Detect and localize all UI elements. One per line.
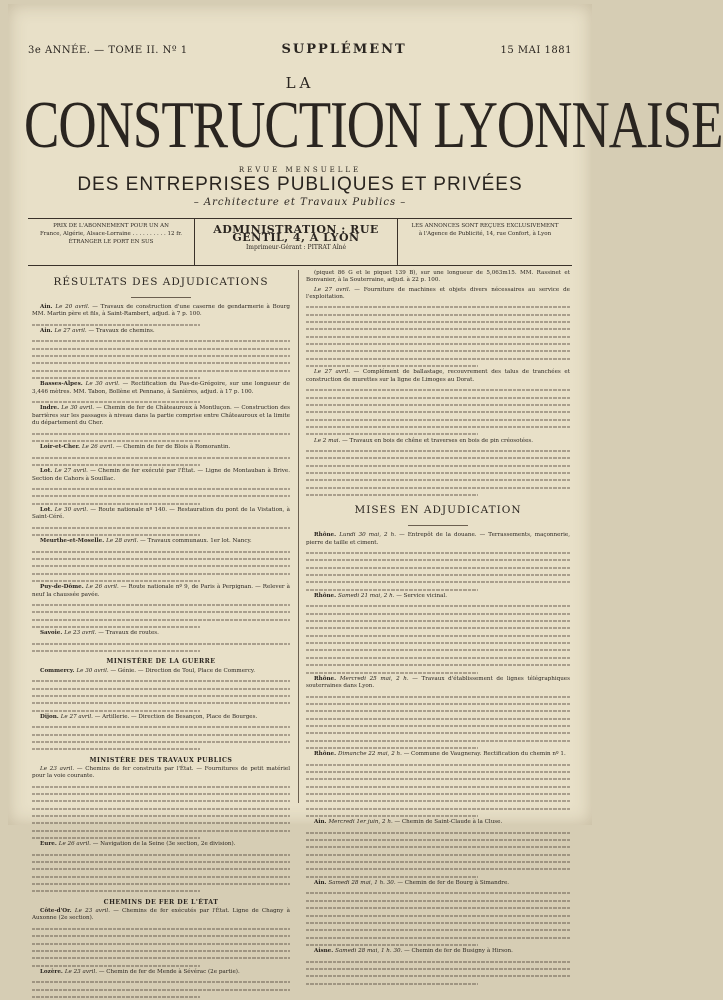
text-line-placeholder [32, 865, 290, 872]
text-line-placeholder [306, 347, 570, 354]
entry-paragraph [306, 438, 570, 445]
text-line-placeholder [32, 570, 290, 577]
entry-paragraph [32, 405, 290, 427]
entry-lead: Ain. [314, 819, 329, 826]
entry-lead: Rhône. [314, 532, 340, 539]
text-line-placeholder [32, 962, 290, 969]
entry-paragraph [32, 538, 290, 545]
text-line-placeholder [32, 374, 290, 381]
text-line-placeholder [306, 858, 570, 865]
text-line-placeholder [306, 416, 570, 423]
text-line-placeholder [306, 639, 570, 646]
text-line-placeholder [32, 577, 290, 584]
entry-date: Le 27 avril. [60, 713, 95, 720]
masthead-tagline: – Architecture et Travaux Publics – [193, 197, 407, 208]
text-line-placeholder [32, 880, 290, 887]
text-line-placeholder [306, 912, 570, 919]
text-line-placeholder [32, 623, 290, 630]
text-line-placeholder [32, 345, 290, 352]
entry-text: — Travaux de routes. [98, 630, 159, 637]
entry-lead: Commercy. [40, 667, 77, 674]
entry-lead: Meurthe-et-Moselle. [40, 538, 107, 545]
entry-text: — Chemins de fer exécutés par l'État. Ligne de Chagny à Auxonne (2e section). [32, 908, 290, 922]
subscription-price: France, Algérie, Alsace-Lorraine . . . . . . . . . . 12 fr. [39, 231, 183, 237]
entry-text: — Commune de Vaugneray. Rectification du chemin nº 1. [403, 751, 566, 758]
text-line-placeholder [306, 571, 570, 578]
entry-date: Lundi 30 mai, 2 h. [339, 532, 400, 539]
entry-lead: Savoie. [40, 630, 65, 637]
text-line-placeholder [32, 887, 290, 894]
text-line-placeholder [32, 932, 290, 939]
text-line-placeholder [32, 492, 290, 499]
text-line-placeholder [32, 797, 290, 804]
text-line-placeholder [32, 461, 290, 468]
text-line-placeholder [32, 555, 290, 562]
text-line-placeholder [306, 610, 570, 617]
text-line-placeholder [306, 646, 570, 653]
text-line-placeholder [32, 524, 290, 531]
text-line-placeholder [306, 669, 570, 676]
text-line-placeholder [306, 958, 570, 965]
entry-paragraph [32, 908, 290, 923]
auction-entries [306, 532, 570, 987]
masthead-article: LA [285, 74, 315, 92]
text-line-placeholder [306, 934, 570, 941]
text-line-placeholder [32, 437, 290, 444]
text-line-placeholder [32, 500, 290, 507]
entry-lead: Basses-Alpes. [40, 381, 86, 388]
text-line-placeholder [306, 564, 570, 571]
entry-text: — Chemin de fer de Châteauroux à Montluçon. — Construction des barrières sur les passages à niveau dans la partie comprise entre Châteauroux et la limite du département du Cher. [32, 405, 290, 427]
entry-date: Le 2 mai. [314, 437, 343, 444]
entry-date: Le 26 avril. [85, 584, 121, 591]
entry-date: Le 23 avril. [64, 968, 99, 975]
text-line-placeholder [306, 744, 570, 751]
text-line-placeholder [32, 827, 290, 834]
text-line-placeholder [32, 805, 290, 812]
entry-date: Mercredi 25 mai, 2 h. [339, 675, 413, 682]
entry-date: Samedi 21 mai, 2 h. [337, 593, 397, 600]
entry-paragraph [306, 593, 570, 600]
text-line-placeholder [306, 941, 570, 948]
text-line-placeholder [32, 677, 290, 684]
text-line-placeholder [306, 805, 570, 812]
text-line-placeholder [306, 965, 570, 972]
entry-paragraph [32, 328, 290, 335]
advertising-agency: à l'Agence de Publicité, 14, rue Confort, à Lyon [418, 231, 552, 237]
text-line-placeholder [306, 617, 570, 624]
entry-date: Le 27 avril. [314, 286, 355, 293]
text-line-placeholder [32, 986, 290, 993]
text-line-placeholder [32, 485, 290, 492]
entry-paragraph [32, 714, 290, 721]
entry-text: — Entrepôt de la douane. — Terrassements, maçonnerie, pierre de taille et ciment. [306, 532, 570, 546]
text-line-placeholder [306, 836, 570, 843]
text-line-placeholder [306, 469, 570, 476]
entry-date: Le 30 avril. [85, 381, 123, 388]
subscription-box [28, 219, 195, 265]
administration-box [195, 219, 398, 265]
text-line-placeholder [32, 783, 290, 790]
advertising-box [398, 219, 572, 265]
text-line-placeholder [306, 829, 570, 836]
entry-text: — Complément de ballastage, recouvrement des talus de tranchées et construction de murettes sur la ligne de Limoges au Dorat. [306, 369, 570, 383]
text-line-placeholder [306, 454, 570, 461]
text-line-placeholder [306, 578, 570, 585]
entry-date: Le 23 avril. [64, 630, 99, 637]
text-line-placeholder [306, 340, 570, 347]
text-line-placeholder [306, 775, 570, 782]
entry-lead: Puy-de-Dôme. [40, 584, 86, 591]
entry-paragraph [32, 766, 290, 781]
entry-text: — Chemin de fer de Busigny à Hirson. [404, 948, 513, 955]
text-line-placeholder [32, 367, 290, 374]
entry-paragraph [306, 751, 570, 758]
text-line-placeholder [306, 624, 570, 631]
text-line-placeholder [306, 889, 570, 896]
entry-paragraph [306, 880, 570, 887]
text-line-placeholder [32, 647, 290, 654]
text-line-placeholder [306, 632, 570, 639]
text-line-placeholder [306, 851, 570, 858]
entry-text: — Travaux de chemins. [88, 328, 155, 335]
text-line-placeholder [306, 722, 570, 729]
entry-date: Le 23 avril. [74, 908, 114, 915]
text-line-placeholder [32, 790, 290, 797]
entry-lead: Rhône. [314, 593, 338, 600]
text-line-placeholder [306, 768, 570, 775]
info-bar [28, 218, 572, 266]
text-line-placeholder [306, 926, 570, 933]
text-line-placeholder [306, 693, 570, 700]
entry-paragraph [306, 287, 570, 302]
text-line-placeholder [32, 834, 290, 841]
entry-paragraph [32, 584, 290, 599]
entry-text: — Chemin de Saint-Claude à la Cluse. [394, 819, 503, 826]
entry-date: Le 27 avril. [54, 468, 91, 475]
text-line-placeholder [306, 333, 570, 340]
entry-date: Le 30 avril. [61, 405, 97, 412]
text-line-placeholder [32, 608, 290, 615]
subsection-heading: MINISTÈRE DE LA GUERRE [106, 658, 216, 666]
entry-text: — Chemin de fer de Bourg à Simandre. [397, 880, 510, 887]
text-line-placeholder [306, 972, 570, 979]
entry-text: — Route nationale nº 9, de Paris à Perpignan. — Relever à neuf la chaussée pavée. [32, 584, 290, 598]
text-line-placeholder [32, 723, 290, 730]
entry-lead: Lozère. [40, 968, 65, 975]
text-line-placeholder [306, 737, 570, 744]
entry-text: — Rectification du Pas-de-Grégoire, sur une longueur de 3,446 mètres. MM. Tabon, Bollène et Pennano, à Sanières, adjud. à 17 p. 100. [32, 381, 290, 395]
text-line-placeholder [32, 352, 290, 359]
left-column [32, 270, 290, 975]
entry-text: — Chemin de fer de Blois à Romorantin. [115, 444, 231, 451]
entry-lead: Lot. [40, 506, 55, 513]
text-line-placeholder [306, 654, 570, 661]
entry-date: Mercredi 1er juin, 2 h. [328, 819, 395, 826]
text-line-placeholder [32, 398, 290, 405]
text-line-placeholder [32, 978, 290, 985]
text-line-placeholder [306, 873, 570, 880]
entry-text: — Navigation de la Seine (3e section, 2e division). [92, 841, 236, 848]
text-line-placeholder [306, 318, 570, 325]
text-line-placeholder [306, 386, 570, 393]
text-line-placeholder [32, 531, 290, 538]
subsection-heading: MINISTÈRE DES TRAVAUX PUBLICS [89, 756, 233, 764]
entry-paragraph [32, 444, 290, 451]
entry-text: — Travaux d'établissement de lignes télégraphiques souterraines dans Lyon. [306, 675, 570, 690]
text-line-placeholder [306, 586, 570, 593]
text-line-placeholder [306, 761, 570, 768]
right-column [306, 270, 570, 955]
entry-date: Le 26 avril. [81, 444, 116, 451]
issue-date: 15 MAI 1881 [500, 45, 572, 56]
text-line-placeholder [306, 729, 570, 736]
continued-entries [306, 287, 570, 499]
entry-text: — Fourniture de machines et objets divers nécessaires au service de l'exploitation. [306, 286, 570, 301]
entry-lead: Dijon. [40, 713, 61, 720]
text-line-placeholder [32, 321, 290, 328]
entry-date: Le 26 avril. [58, 841, 93, 848]
text-line-placeholder [32, 640, 290, 647]
entry-lead: Ain. [314, 880, 329, 887]
entry-paragraph [306, 948, 570, 955]
text-line-placeholder [306, 401, 570, 408]
entry-lead: Aisne. [314, 948, 336, 955]
entry-date: Le 20 avril. [55, 304, 93, 310]
entry-date: Le 27 avril. [54, 328, 89, 335]
text-line-placeholder [306, 408, 570, 415]
issue-number: 3e ANNÉE. — TOME II. Nº 1 [28, 45, 188, 56]
text-line-placeholder [306, 430, 570, 437]
text-line-placeholder [32, 699, 290, 706]
entry-date: Samedi 28 mai, 1 h. 30. [328, 880, 398, 887]
entry-paragraph [32, 304, 290, 319]
entry-lead: Côte-d'Or. [40, 908, 75, 915]
entry-lead: Eure. [40, 841, 59, 848]
text-line-placeholder [306, 311, 570, 318]
text-line-placeholder [306, 865, 570, 872]
printer-name: Imprimeur-Gérant : PITRAT Aîné [245, 244, 347, 251]
text-line-placeholder [32, 616, 290, 623]
text-line-placeholder [306, 904, 570, 911]
text-line-placeholder [32, 954, 290, 961]
text-line-placeholder [32, 947, 290, 954]
subscription-foreign: ÉTRANGER LE PORT EN SUS [68, 239, 154, 245]
text-line-placeholder [306, 303, 570, 310]
text-line-placeholder [32, 873, 290, 880]
entry-lead: Rhône. [314, 675, 340, 682]
text-line-placeholder [32, 601, 290, 608]
text-line-placeholder [306, 362, 570, 369]
auctions-section-title: MISES EN ADJUDICATION [354, 504, 522, 517]
entry-date: Le 30 avril. [54, 506, 91, 513]
text-line-placeholder [306, 355, 570, 362]
text-line-placeholder [32, 812, 290, 819]
subscription-title: PRIX DE L'ABONNEMENT POUR UN AN [53, 223, 169, 229]
text-line-placeholder [32, 548, 290, 555]
text-line-placeholder [32, 562, 290, 569]
text-line-placeholder [306, 476, 570, 483]
text-line-placeholder [32, 337, 290, 344]
revue-label: REVUE MENSUELLE [238, 166, 362, 174]
section-rule [131, 297, 191, 298]
entry-text: — Génie. — Direction de Toul, Place de Commercy. [110, 667, 256, 674]
text-line-placeholder [306, 394, 570, 401]
entry-date: Samedi 28 mai, 1 h. 30. [335, 948, 405, 955]
entry-paragraph [306, 819, 570, 826]
text-line-placeholder [32, 738, 290, 745]
entry-text: — Chemin de fer exécuté par l'État. — Ligne de Montauban à Brive. Section de Cahors à Souillac. [32, 468, 290, 482]
entry-paragraph [32, 668, 290, 675]
text-line-placeholder [306, 423, 570, 430]
masthead-title: CONSTRUCTION LYONNAISE [24, 89, 723, 162]
text-line-placeholder [306, 715, 570, 722]
text-line-placeholder [306, 783, 570, 790]
entry-text: — Chemins de fer construits par l'État. — Fournitures de petit matériel pour la voie courante. [32, 765, 290, 780]
text-line-placeholder [32, 359, 290, 366]
entry-date: Le 27 avril. [314, 369, 354, 376]
text-line-placeholder [32, 731, 290, 738]
text-line-placeholder [306, 549, 570, 556]
results-section-title: RÉSULTATS DES ADJUDICATIONS [53, 276, 269, 288]
entry-date: Dimanche 22 mai, 2 h. [337, 751, 404, 758]
text-line-placeholder [306, 325, 570, 332]
text-line-placeholder [306, 661, 570, 668]
text-line-placeholder [306, 897, 570, 904]
text-line-placeholder [306, 484, 570, 491]
text-line-placeholder [306, 556, 570, 563]
text-line-placeholder [306, 843, 570, 850]
masthead-subtitle: DES ENTREPRISES PUBLIQUES ET PRIVÉES [77, 174, 523, 195]
results-entries [32, 304, 290, 1000]
text-line-placeholder [306, 700, 570, 707]
entry-text: — Travaux en bois de chêne et traverses en bois de pin créosotées. [342, 437, 534, 444]
text-line-placeholder [306, 491, 570, 498]
entry-lead: Loir-et-Cher. [40, 444, 82, 451]
text-line-placeholder [32, 430, 290, 437]
issue-line [28, 42, 572, 57]
text-line-placeholder [306, 707, 570, 714]
text-line-placeholder [32, 707, 290, 714]
entry-paragraph [306, 369, 570, 384]
text-line-placeholder [32, 745, 290, 752]
entry-lead: Lot. [40, 468, 55, 475]
entry-text: — Chemin de fer de Mende à Sévérac (2e partie). [98, 968, 240, 975]
text-line-placeholder [306, 447, 570, 454]
entry-paragraph [32, 969, 290, 976]
text-line-placeholder [32, 925, 290, 932]
newspaper-page [8, 4, 723, 975]
entry-paragraph [32, 468, 290, 483]
text-line-placeholder [32, 851, 290, 858]
text-line-placeholder [306, 980, 570, 987]
section-rule [408, 525, 468, 526]
entry-paragraph [32, 630, 290, 637]
entry-date: Le 30 avril. [76, 667, 111, 674]
text-line-placeholder [32, 993, 290, 1000]
supplement-label: SUPPLÉMENT [281, 42, 407, 57]
text-line-placeholder [32, 858, 290, 865]
entry-text: — Travaux communaux. 1er lot. Nancy. [140, 538, 252, 545]
text-line-placeholder [306, 790, 570, 797]
entry-text: — Travaux de construction d'une caserne de gendarmerie à Bourg MM. Martin père et fils, à Saint-Rambert, adjud. à 7 p. 100. [32, 304, 290, 318]
entry-lead: Ain. [40, 304, 56, 310]
text-line-placeholder [306, 797, 570, 804]
entry-paragraph [306, 532, 570, 547]
text-line-placeholder [32, 692, 290, 699]
text-line-placeholder [306, 462, 570, 469]
continued-paragraph: (piquet 86 G et le piquet 139 B), sur une longueur de 5,063m15. MM. Rassinet et Bonvanier, à la Souterraine, adjud. à 22 p. 100. [306, 270, 570, 284]
entry-lead: Rhône. [314, 751, 338, 758]
text-line-placeholder [32, 685, 290, 692]
entry-date: Le 28 avril. [106, 538, 141, 545]
column-divider [298, 270, 299, 803]
advertising-title: LES ANNONCES SONT REÇUES EXCLUSIVEMENT [411, 223, 559, 229]
text-line-placeholder [32, 940, 290, 947]
entry-text: — Service vicinal. [396, 593, 448, 600]
entry-paragraph [32, 841, 290, 848]
entry-date: Le 23 avril. [40, 765, 77, 772]
entry-lead: Ain. [40, 328, 55, 335]
entry-text: — Route nationale nº 140. — Restauration du pont de la Vistation, à Saint-Céré. [32, 506, 290, 521]
subsection-heading: CHEMINS DE FER DE L'ÉTAT [103, 898, 219, 906]
entry-lead: Indre. [40, 405, 62, 412]
entry-text: — Artillerie. — Direction de Besançon, Place de Bourges. [94, 713, 258, 720]
text-line-placeholder [32, 819, 290, 826]
text-line-placeholder [306, 919, 570, 926]
text-line-placeholder [32, 454, 290, 461]
text-line-placeholder [306, 812, 570, 819]
text-line-placeholder [306, 602, 570, 609]
entry-paragraph [32, 507, 290, 522]
entry-paragraph [32, 381, 290, 396]
entry-paragraph [306, 676, 570, 691]
administration-address: ADMINISTRATION : RUE GENTIL, 4, A LYON [213, 223, 379, 244]
